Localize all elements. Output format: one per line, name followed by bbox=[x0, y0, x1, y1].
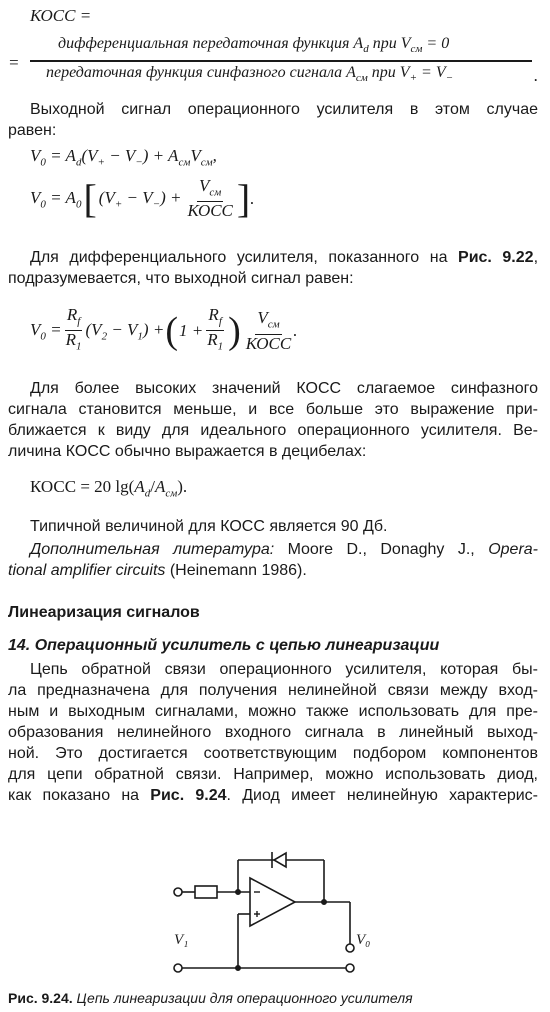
kocc-def-denominator: передаточная функция синфазного сигнала $A_{см}$ при $V_+ = V_-$ bbox=[46, 64, 454, 85]
kocc-def-end: . bbox=[534, 66, 539, 85]
reference-line-2: tional amplifier circuits (Heinemann 1986). bbox=[8, 562, 307, 579]
paragraph-diff-amplifier-2: подразумевается, что выходной сигнал равен: bbox=[8, 270, 354, 287]
paragraph-linearization-5: ной. Это достигается соответствующим подбором компонентов bbox=[8, 745, 538, 762]
paragraph-kocc-2: сигнала становится меньше, и все больше это выражение при- bbox=[8, 401, 538, 418]
figure-caption: Рис. 9.24. Цепь линеаризации для операционного усилителя bbox=[8, 990, 413, 1006]
paragraph-linearization-6: для цепи обратной связи. Например, можно использовать диод, bbox=[8, 766, 538, 783]
output-node bbox=[322, 900, 326, 904]
paragraph-output-intro: Выходной сигнал операционного усилителя в этом случае bbox=[30, 101, 538, 118]
equation-output-2: $V_0 = A_0$ [ $(V_+ - V_-)$ + $\frac{V_{см}}{\text{КОСС}}$ ] . bbox=[30, 175, 255, 221]
figure-ref-9-24: Рис. 9.24 bbox=[150, 787, 227, 804]
input-terminal bbox=[174, 888, 182, 896]
paragraph-linearization-4: образования нелинейного входного сигнала в линейный выход- bbox=[8, 724, 538, 741]
paragraph-linearization-1: Цепь обратной связи операционного усилителя, которая бы- bbox=[30, 661, 538, 678]
paragraph-linearization-3: ным и выходным сигналами, можно также использовать для пре- bbox=[8, 703, 538, 720]
kocc-def-lhs: КОСС = bbox=[30, 6, 92, 25]
kocc-def-fraction-bar bbox=[30, 60, 532, 62]
paragraph-diff-amplifier: Для дифференциального усилителя, показанного на Рис. 9.22, bbox=[30, 249, 539, 266]
kocc-def-numerator: дифференциальная передаточная функция $A_d$ при $V_{см} = 0$ bbox=[58, 35, 450, 56]
equation-kocc-db: КОСС = 20 $\lg(A_d/A_{см})$. bbox=[30, 477, 188, 500]
feedback-diode bbox=[272, 852, 286, 868]
output-terminal-top bbox=[346, 944, 354, 952]
input-ground-terminal bbox=[174, 964, 182, 972]
input-resistor bbox=[195, 886, 217, 898]
paragraph-linearization-7: как показано на Рис. 9.24. Диод имеет нелинейную характерис- bbox=[8, 787, 538, 804]
linearization-circuit-diagram bbox=[150, 840, 400, 990]
equation-output-3: $V_0$ = $\frac{R_f}{R_1}$ $(V_2 - V_1)$ + ( 1 + $\frac{R_f}{R_1}$ ) $\frac{V_{см}}{\text{КОСС}}$ . bbox=[30, 305, 298, 353]
output-ground-terminal bbox=[346, 964, 354, 972]
paragraph-output-intro-2: равен: bbox=[8, 122, 57, 139]
subsection-heading: 14. Операционный усилитель с цепью линеаризации bbox=[8, 637, 440, 654]
paragraph-kocc-4: личина КОСС обычно выражается в децибелах: bbox=[8, 443, 367, 460]
reference-line-1: Дополнительная литература: Moore D., Donaghy J., Opera- bbox=[30, 541, 538, 558]
paragraph-linearization-2: ла предназначена для получения нелинейной связи между вход- bbox=[8, 682, 538, 699]
output-voltage-label: V₀ bbox=[356, 932, 371, 948]
figure-ref-9-22: Рис. 9.22 bbox=[458, 249, 534, 266]
kocc-def-eq-sign: = bbox=[8, 53, 20, 72]
section-heading: Линеаризация сигналов bbox=[8, 604, 200, 621]
input-voltage-label: V₁ bbox=[174, 932, 189, 948]
paragraph-typical-value: Типичной величиной для КОСС является 90 Дб. bbox=[30, 518, 388, 535]
paragraph-kocc-1: Для более высоких значений КОСС слагаемое синфазного bbox=[30, 380, 538, 397]
paragraph-kocc-3: ближается к виду для идеального операционного усилителя. Ве- bbox=[8, 422, 538, 439]
op-amp bbox=[250, 878, 295, 926]
equation-output-1: $V_0 = A_d(V_+ - V_-) + A_{см}V_{см}$, bbox=[30, 146, 217, 169]
